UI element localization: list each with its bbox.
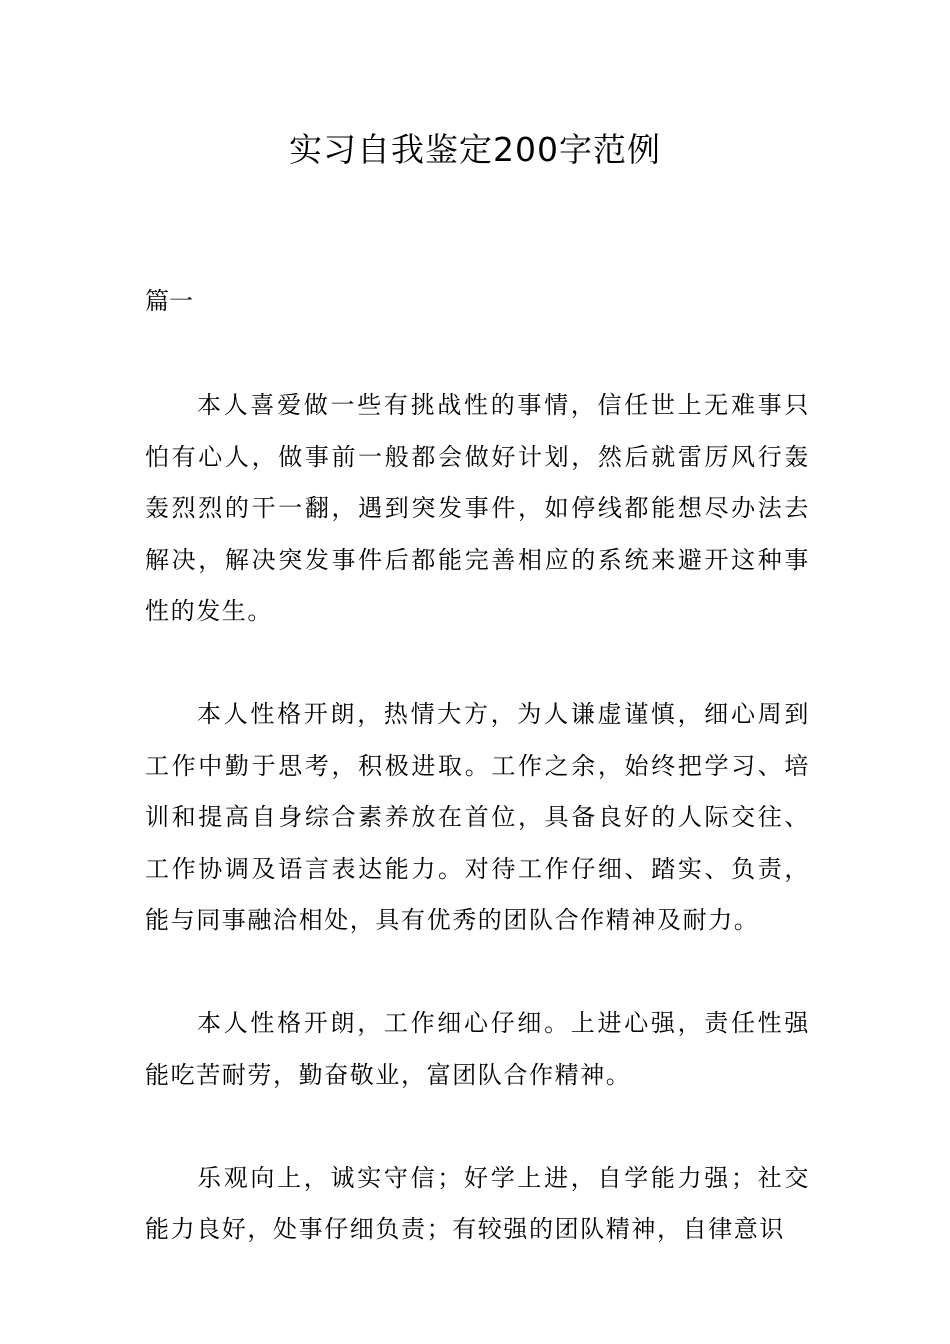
document-title: 实习自我鉴定200字范例 — [289, 130, 661, 169]
section-label: 篇一 — [145, 287, 193, 315]
paragraph: 本人喜爱做一些有挑战性的事情，信任世上无难事只怕有心人，做事前一般都会做好计划，然后就雷厉风行轰轰烈烈的干一翻，遇到突发事件，如停线都能想尽办法去解决，解决突发事件后都能完善相应的系统来避开这种事性的发生。 — [145, 391, 810, 625]
paragraph: 本人性格开朗，工作细心仔细。上进心强，责任性强能吃苦耐劳，勤奋敬业，富团队合作精神。 — [145, 1009, 810, 1089]
paragraph: 本人性格开朗，热情大方，为人谦虚谨慎，细心周到工作中勤于思考，积极进取。工作之余，始终把学习、培训和提高自身综合素养放在首位，具备良好的人际交往、工作协调及语言表达能力。对待工作仔细、踏实、负责，能与同事融洽相处，具有优秀的团队合作精神及耐力。 — [145, 700, 810, 934]
document-body — [145, 380, 810, 1307]
paragraph: 乐观向上，诚实守信；好学上进，自学能力强；社交能力良好，处事仔细负责；有较强的团队精神，自律意识 — [145, 1163, 810, 1243]
